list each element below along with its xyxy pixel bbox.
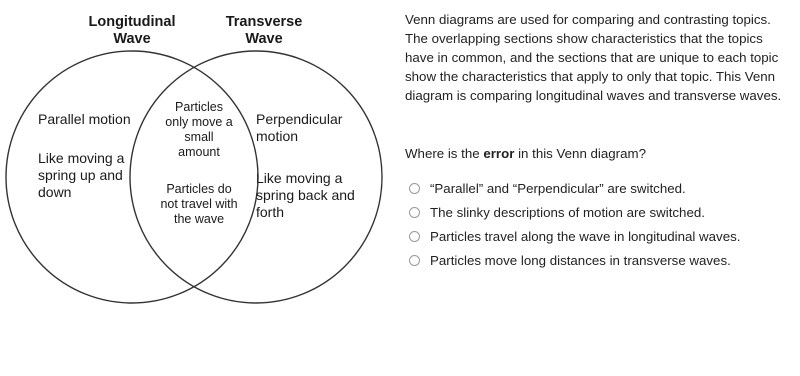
radio-button-icon[interactable] bbox=[409, 183, 420, 194]
question-emphasis: error bbox=[483, 146, 515, 161]
radio-button-icon[interactable] bbox=[409, 231, 420, 242]
answer-option-3[interactable] bbox=[409, 224, 740, 248]
answer-option-label: Particles travel along the wave in longitudinal waves. bbox=[430, 228, 741, 244]
transverse-title-line-2: Wave bbox=[245, 31, 283, 47]
longitudinal-title-line-2: Wave bbox=[113, 31, 151, 47]
longitudinal-title-line-1: Longitudinal bbox=[88, 14, 176, 30]
answer-option-label: Particles move long distances in transverse waves. bbox=[430, 252, 731, 268]
question-text bbox=[405, 144, 646, 163]
question-suffix: in this Venn diagram? bbox=[514, 146, 646, 161]
answer-option-1[interactable] bbox=[409, 176, 740, 200]
answer-option-label: The slinky descriptions of motion are switched. bbox=[430, 204, 705, 220]
radio-button-icon[interactable] bbox=[409, 207, 420, 218]
answer-option-label: “Parallel” and “Perpendicular” are switched. bbox=[430, 180, 686, 196]
shared-item-small-movement: Particles only move a small amount bbox=[165, 100, 233, 159]
longitudinal-title bbox=[68, 14, 196, 48]
transverse-item-perpendicular: Perpendicular motion bbox=[256, 111, 343, 144]
question-intro bbox=[405, 10, 790, 105]
answer-option-2[interactable] bbox=[409, 200, 740, 224]
transverse-title bbox=[200, 14, 328, 48]
question-prefix: Where is the bbox=[405, 146, 484, 161]
radio-button-icon[interactable] bbox=[409, 255, 420, 266]
longitudinal-item-parallel: Parallel motion bbox=[38, 111, 131, 127]
longitudinal-item-spring: Like moving a spring up and down bbox=[38, 150, 125, 200]
intro-text: Venn diagrams are used for comparing and contrasting topics. The overlapping sections show characteristics that the topics have in common, and the sections that are unique to each topic show the characteristics that apply to only that topic. This Venn diagram is comparing longitudinal waves and transverse waves. bbox=[405, 12, 782, 103]
transverse-item-spring: Like moving a spring back and forth bbox=[256, 170, 355, 220]
answer-option-4[interactable] bbox=[409, 248, 740, 272]
answer-options bbox=[409, 176, 740, 272]
transverse-title-line-1: Transverse bbox=[225, 14, 303, 30]
shared-item-no-travel: Particles do not travel with the wave bbox=[160, 182, 238, 226]
venn-diagram bbox=[0, 0, 392, 376]
